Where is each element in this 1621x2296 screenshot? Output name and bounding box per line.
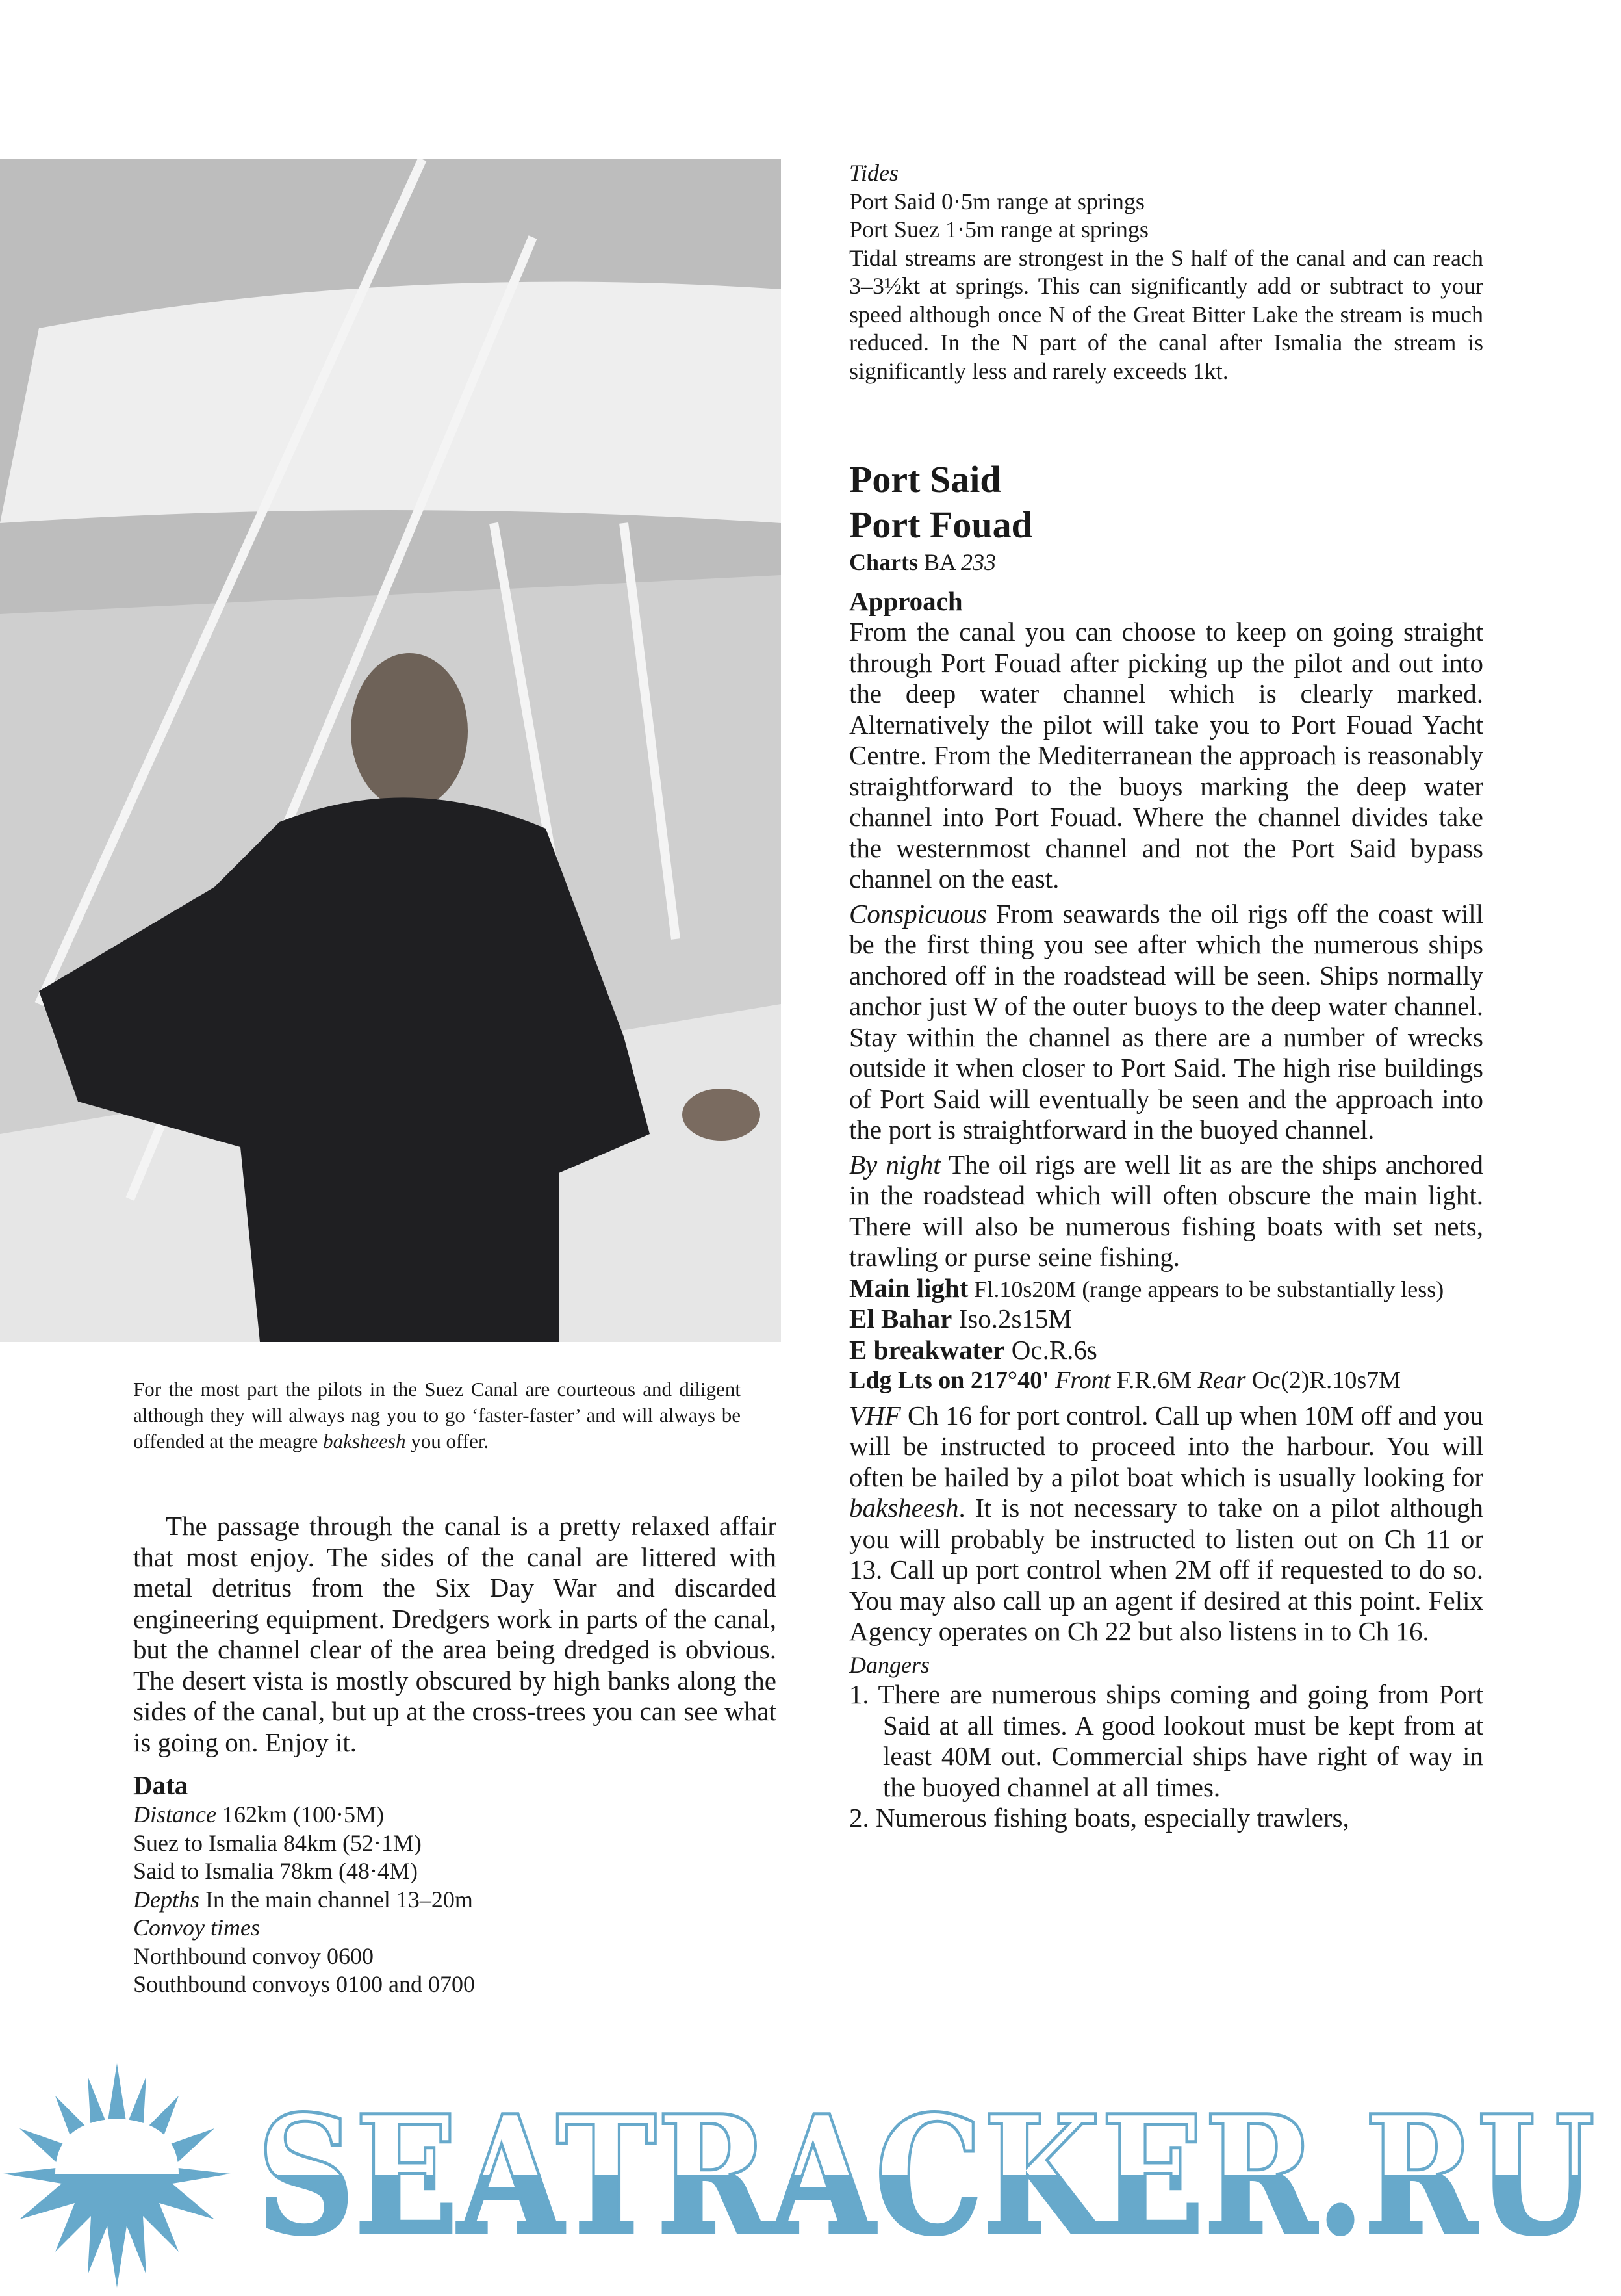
vhf-label: VHF bbox=[849, 1400, 901, 1430]
tides-port-said: Port Said 0·5m range at springs bbox=[849, 188, 1145, 214]
main-light-value: Fl.10s20M (range appears to be substantially less) bbox=[968, 1276, 1444, 1302]
bynight-paragraph bbox=[849, 1150, 1483, 1273]
southbound-line: Southbound convoys 0100 and 0700 bbox=[133, 1971, 475, 1997]
danger-item-2: 2. Numerous fishing boats, especially trawlers, bbox=[849, 1803, 1349, 1833]
title-port-said: Port Said bbox=[849, 458, 1001, 500]
e-breakwater-label: E breakwater bbox=[849, 1334, 1005, 1365]
ldg-front-label: Front bbox=[1049, 1367, 1111, 1394]
watermark-text: SEATRACKER.RU bbox=[257, 2080, 1595, 2271]
tides-text: Tidal streams are strongest in the S half of the canal and can reach 3–3½kt at springs. This can significantly add or subtract to your speed although once N of the Great Bitter Lake the stream is much reduced. In the N part of the canal after Ismalia the stream is significantly less and rarely exceeds 1kt. bbox=[849, 244, 1483, 384]
bynight-label: By night bbox=[849, 1149, 941, 1180]
title-port-fouad: Port Fouad bbox=[849, 504, 1032, 546]
watermark-graphic bbox=[0, 2057, 1621, 2293]
said-ismalia-line: Said to Ismalia 78km (48·4M) bbox=[133, 1858, 418, 1884]
approach-heading: Approach bbox=[849, 586, 963, 616]
convoy-label-text: Convoy times bbox=[133, 1915, 260, 1941]
data-heading: Data bbox=[133, 1770, 188, 1800]
main-light-label: Main light bbox=[849, 1272, 969, 1303]
el-bahar-value: Iso.2s15M bbox=[952, 1304, 1072, 1334]
charts-ba: BA bbox=[918, 549, 962, 575]
right-column bbox=[849, 159, 1483, 1834]
photo-caption bbox=[133, 1376, 741, 1454]
depths-line bbox=[133, 1886, 776, 1915]
depths-value: In the main channel 13–20m bbox=[199, 1886, 473, 1913]
caption-text-end: you offer. bbox=[405, 1430, 489, 1452]
conspicuous-label: Conspicuous bbox=[849, 898, 987, 929]
suez-ismalia-line: Suez to Ismalia 84km (52·1M) bbox=[133, 1829, 422, 1856]
ldg-label: Ldg Lts on 217°40' bbox=[849, 1367, 1049, 1394]
tides-section bbox=[849, 159, 1483, 385]
vhf-paragraph bbox=[849, 1400, 1483, 1647]
ldg-rear-label: Rear bbox=[1192, 1367, 1246, 1394]
charts-number: 233 bbox=[961, 549, 997, 575]
data-list bbox=[133, 1801, 776, 1999]
photo-image bbox=[0, 159, 781, 1342]
danger-item-1: 1. There are numerous ships coming and going from Port Said at all times. A good lookout must be kept from at least 40M out. Commercial ships have right of way in the buoyed channel at all times. bbox=[849, 1679, 1483, 1802]
tides-label: Tides bbox=[849, 160, 899, 186]
ldg-front-value: F.R.6M bbox=[1110, 1367, 1192, 1394]
distance-label: Distance bbox=[133, 1801, 216, 1827]
intro-paragraph: The passage through the canal is a pretty relaxed affair that most enjoy. The sides of the canal are littered with metal detritus from the Six Day War and discarded engineering equipment. Dredgers work in parts of the canal, but the channel clear of the area being dredged is obvious. The desert vista is mostly obscured by high banks along the sides of the canal, but up at the cross-trees you can see what is going on. Enjoy it. bbox=[133, 1511, 776, 1757]
caption-text: For the most part the pilots in the Suez Canal are courteous and diligent although they will always nag you to go ‘faster-faster’ and will always be offended at the meagre bbox=[133, 1378, 741, 1452]
dangers-label: Dangers bbox=[849, 1651, 930, 1678]
ldg-rear-value: Oc(2)R.10s7M bbox=[1245, 1367, 1401, 1394]
convoy-label bbox=[133, 1914, 776, 1942]
tides-port-suez: Port Suez 1·5m range at springs bbox=[849, 216, 1149, 242]
distance-value: 162km (100·5M) bbox=[216, 1801, 384, 1827]
watermark bbox=[0, 2057, 1621, 2293]
approach-text: From the canal you can choose to keep on going straight through Port Fouad after picking up the pilot and out into the deep water channel which is clearly marked. Alternatively the pilot will take you to Port Fouad Yacht Centre. From the Mediterranean the approach is reasonably straightforward to the buoys marking the deep water channel into Port Fouad. Where the channel divides take the westernmost channel and not the Port Said bypass channel on the east. bbox=[849, 617, 1483, 894]
depths-label: Depths bbox=[133, 1886, 199, 1913]
bynight-text: The oil rigs are well lit as are the ships anchored in the roadstead which will often obscure the main light. There will also be numerous fishing boats with set nets, trawling or purse seine fishing. bbox=[849, 1149, 1484, 1272]
charts-label: Charts bbox=[849, 549, 918, 575]
vhf-text: Ch 16 for port control. Call up when 10M off and you will be instructed to proceed into the harbour. You will often be hailed by a pilot boat which is usually looking for bbox=[849, 1400, 1483, 1492]
el-bahar-line bbox=[849, 1304, 1483, 1335]
e-breakwater-line bbox=[849, 1335, 1483, 1366]
distance-line bbox=[133, 1801, 776, 1829]
northbound-line: Northbound convoy 0600 bbox=[133, 1942, 374, 1969]
conspicuous-paragraph bbox=[849, 899, 1483, 1146]
vhf-italic: baksheesh bbox=[849, 1493, 959, 1523]
pilot-photo bbox=[0, 159, 781, 1342]
leading-lights-line bbox=[849, 1365, 1483, 1397]
e-breakwater-value: Oc.R.6s bbox=[1004, 1334, 1097, 1365]
sun-icon bbox=[3, 2063, 231, 2288]
caption-italic: baksheesh bbox=[323, 1430, 406, 1452]
main-light-line bbox=[849, 1273, 1483, 1304]
vhf-text-end: . It is not necessary to take on a pilot although you will probably be instructed to listen out on Ch 11 or 13. Call up port control when 2M off if requested to do so. You may also call up an agent if desired at this point. Felix Agency operates on Ch 22 but also listens in to Ch 16. bbox=[849, 1493, 1483, 1646]
left-column bbox=[133, 1511, 776, 1999]
charts-line bbox=[849, 548, 1483, 576]
conspicuous-text: From seawards the oil rigs off the coast will be the first thing you see after which the numerous ships anchored off in the roadstead will be seen. Ships normally anchor just W of the outer buoys to the deep water channel. Stay within the channel as there are a number of wrecks outside it when closer to Port Said. The high rise buildings of Port Said will eventually be seen and the approach into the port is straightforward in the buoyed channel. bbox=[849, 898, 1483, 1144]
el-bahar-label: El Bahar bbox=[849, 1304, 952, 1334]
